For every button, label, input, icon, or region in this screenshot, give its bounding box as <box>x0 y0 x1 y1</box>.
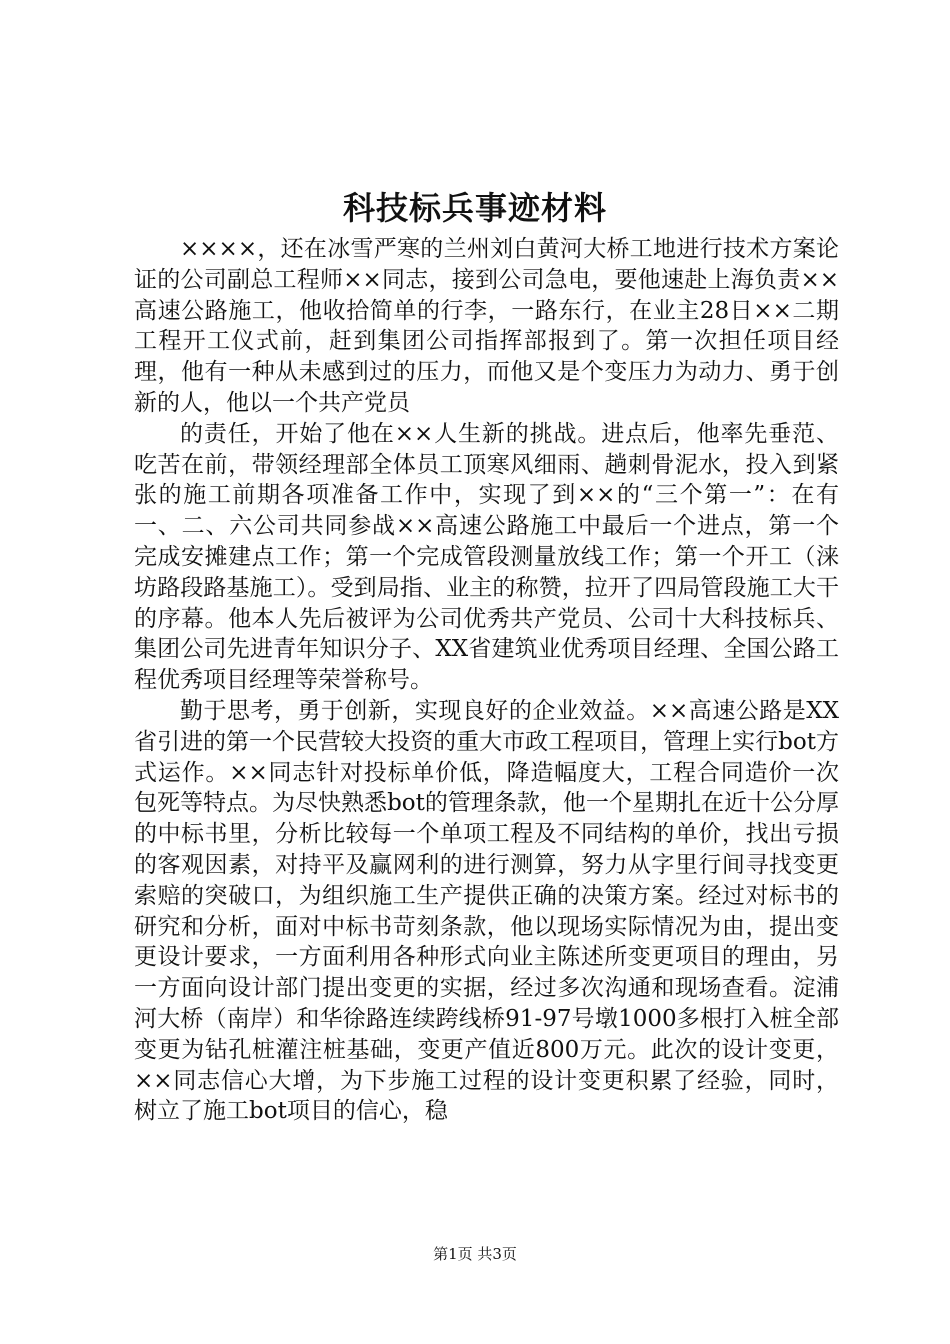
paragraph-1: ××××，还在冰雪严寒的兰州刘白黄河大桥工地进行技术方案论证的公司副总工程师××同志，接到公司急电，要他速赴上海负责××高速公路施工，他收拾简单的行李，一路东行，在业主28日××二期工程开工仪式前，赶到集团公司指挥部报到了。第一次担任项目经理，他有一种从未感到过的压力，而他又是个变压力为动力、勇于创新的人，他以一个共产党员 <box>134 236 839 416</box>
page-footer: 第1页 共3页 <box>433 1245 517 1263</box>
document-body <box>134 234 839 1127</box>
paragraph-3: 勤于思考，勇于创新，实现良好的企业效益。××高速公路是XX省引进的第一个民营较大投资的重大市政工程项目，管理上实行bot方式运作。××同志针对投标单价低，降造幅度大，工程合同造价一次包死等特点。为尽快熟悉bot的管理条款，他一个星期扎在近十公分厚的中标书里，分析比较每一个单项工程及不同结构的单价，找出亏损的客观因素，对持平及赢网利的进行测算，努力从字里行间寻找变更索赔的突破口，为组织施工生产提供正确的决策方案。经过对标书的研究和分析，面对中标书苛刻条款，他以现场实际情况为由，提出变更设计要求，一方面利用各种形式向业主陈述所变更项目的理由，另一方面向设计部门提出变更的实据，经过多次沟通和现场查看。淀浦河大桥（南岸）和华徐路连续跨线桥91-97号墩1000多根打入桩全部变更为钻孔桩灌注桩基础，变更产值近800万元。此次的设计变更，××同志信心大增，为下步施工过程的设计变更积累了经验，同时，树立了施工bot项目的信心，稳 <box>134 697 839 1125</box>
document-title: 科技标兵事迹材料 <box>342 189 607 227</box>
paragraph-2: 的责任，开始了他在××人生新的挑战。进点后，他率先垂范、吃苦在前，带领经理部全体员工顶寒风细雨、趟刺骨泥水，投入到紧张的施工前期各项准备工作中，实现了到××的“三个第一”：在有一、二、六公司共同参战××高速公路施工中最后一个进点，第一个完成安摊建点工作；第一个完成管段测量放线工作；第一个开工（涞坊路段路基施工）。受到局指、业主的称赞，拉开了四局管段施工大干的序幕。他本人先后被评为公司优秀共产党员、公司十大科技标兵、集团公司先进青年知识分子、XX省建筑业优秀项目经理、全国公路工程优秀项目经理等荣誉称号。 <box>134 420 839 694</box>
